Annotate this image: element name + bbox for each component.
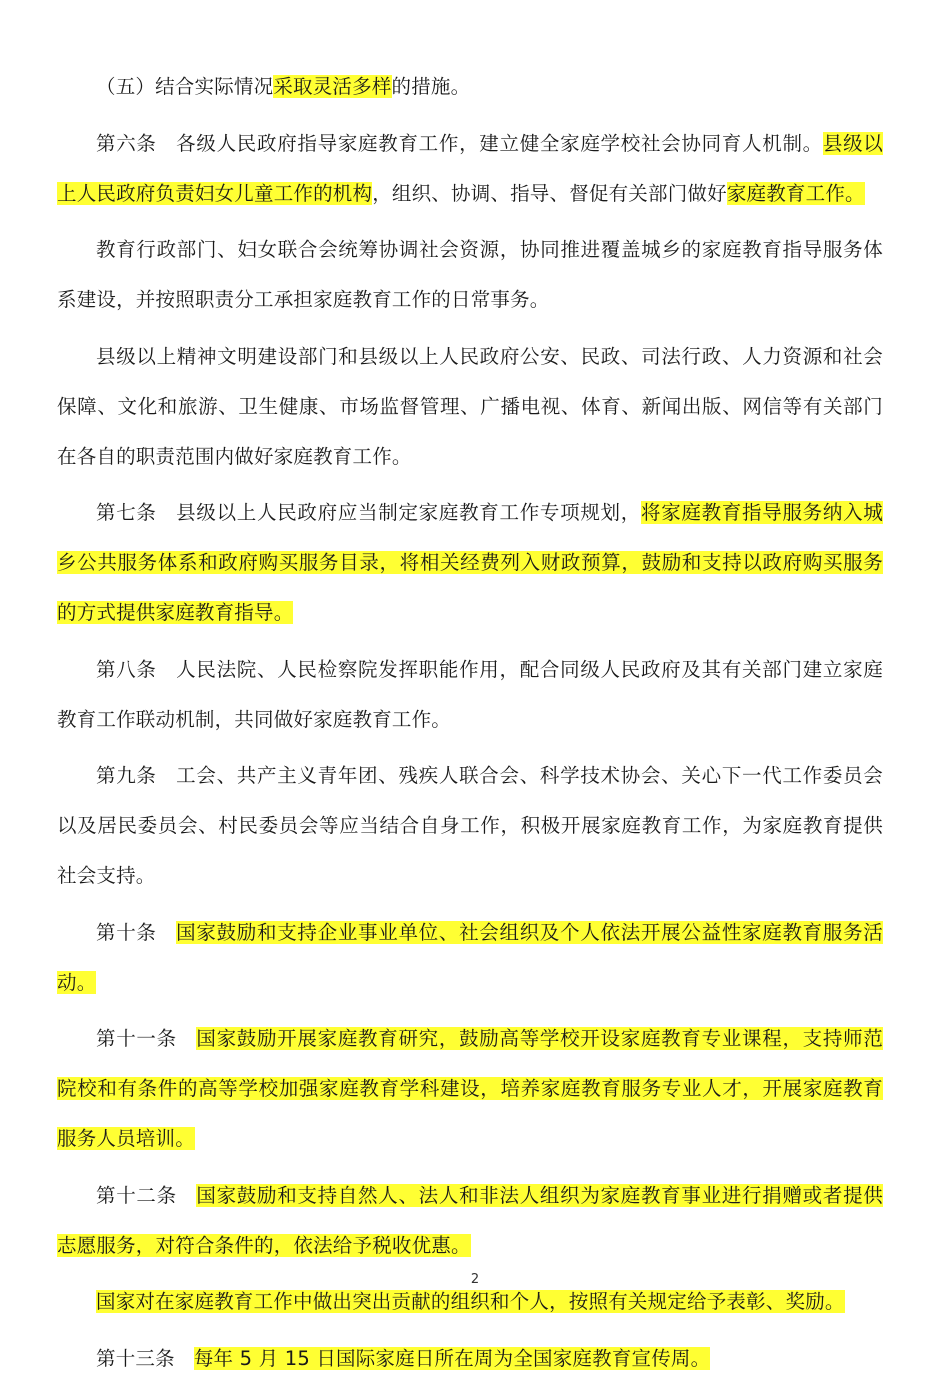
highlighted-text: 采取灵活多样 (273, 75, 392, 98)
paragraph (57, 1171, 883, 1271)
highlighted-text: 每年 5 月 15 日国际家庭日所在周为全国家庭教育宣传周。 (193, 1347, 711, 1371)
highlighted-text: 国家对在家庭教育工作中做出突出贡献的组织和个人，按照有关规定给予表彰、奖励。 (96, 1290, 845, 1314)
text-segment: 第十条 (96, 920, 157, 944)
paragraph (57, 1014, 883, 1163)
text-segment: 第十三条 (96, 1347, 175, 1371)
text-segment: 教育行政部门、妇女联合会统筹协调社会资源，协同推进覆盖城乡的家庭教育指导服务体系建设，并按照职责分工承担家庭教育工作的日常事务。 (57, 238, 883, 312)
paragraph (57, 751, 883, 900)
paragraph (57, 1334, 883, 1384)
page-number: 2 (470, 1272, 480, 1287)
paragraph (57, 908, 883, 1008)
text-segment: 的措施。 (391, 75, 471, 98)
text-segment: 各级人民政府指导家庭教育工作，建立健全家庭学校社会协同育人机制。 (175, 131, 823, 155)
highlighted-text: 国家鼓励和支持自然人、法人和非法人组织为家庭教育事业进行捐赠或者提供志愿服务，对符合条件的，依法给予税收优惠。 (57, 1183, 883, 1257)
paragraph (57, 62, 883, 112)
paragraph (57, 488, 883, 637)
text-segment: ，组织、协调、指导、督促有关部门做好 (372, 181, 727, 205)
highlighted-text: 国家鼓励开展家庭教育研究，鼓励高等学校开设家庭教育专业课程，支持师范院校和有条件的高等学校加强家庭教育学科建设，培养家庭教育服务专业人才，开展家庭教育服务人员培训。 (57, 1027, 883, 1150)
text-segment: 县级以上精神文明建设部门和县级以上人民政府公安、民政、司法行政、人力资源和社会保障、文化和旅游、卫生健康、市场监督管理、广播电视、体育、新闻出版、网信等有关部门在各自的职责范围内做好家庭教育工作。 (57, 344, 883, 468)
text-segment: 工会、共产主义青年团、残疾人联合会、科学技术协会、关心下一代工作委员会以及居民委员会、村民委员会等应当结合自身工作，积极开展家庭教育工作，为家庭教育提供社会支持。 (57, 764, 883, 887)
paragraph (57, 119, 883, 219)
highlighted-text: 家庭教育工作。 (726, 181, 865, 205)
highlighted-text: 将家庭教育指导服务纳入城乡公共服务体系和政府购买服务目录，将相关经费列入财政预算，鼓励和支持以政府购买服务的方式提供家庭教育指导。 (57, 501, 883, 624)
text-segment: 第十二条 (96, 1183, 177, 1207)
text-segment: 第十一条 (96, 1027, 177, 1051)
paragraph (57, 332, 883, 481)
text-segment: 第八条 (96, 657, 157, 681)
text-segment: （五）结合实际情况 (96, 75, 274, 98)
document-body (57, 62, 883, 1391)
paragraph (57, 225, 883, 325)
highlighted-text: 国家鼓励和支持企业事业单位、社会组织及个人依法开展公益性家庭教育服务活动。 (57, 920, 883, 994)
text-segment: 人民法院、人民检察院发挥职能作用，配合同级人民政府及其有关部门建立家庭教育工作联动机制，共同做好家庭教育工作。 (57, 657, 883, 731)
text-segment: 第六条 (96, 131, 157, 155)
highlighted-text: 县级以上人民政府负责妇女儿童工作的机构 (57, 131, 883, 205)
text-segment: 第七条 (96, 501, 157, 525)
text-segment: 第九条 (96, 764, 157, 788)
text-segment: 县级以上人民政府应当制定家庭教育工作专项规划， (175, 501, 641, 525)
paragraph (57, 645, 883, 745)
